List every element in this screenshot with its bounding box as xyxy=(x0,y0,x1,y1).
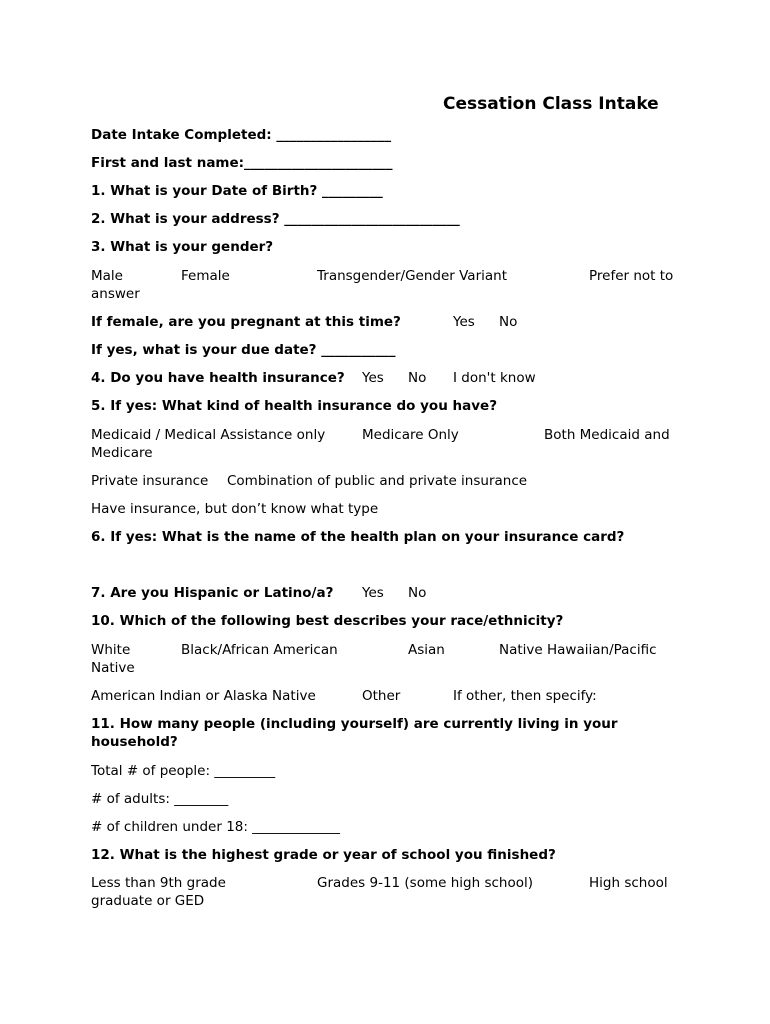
school-option-high-school: High school xyxy=(589,875,668,891)
children-field: # of children under 18: _____________ xyxy=(91,819,340,835)
insurance-no: No xyxy=(408,370,427,386)
address-question: 2. What is your address? __________________________ xyxy=(91,211,460,227)
due-date-question: If yes, what is your due date? ___________ xyxy=(91,342,396,358)
date-intake-field: Date Intake Completed: _________________ xyxy=(91,127,392,143)
hispanic-yes: Yes xyxy=(362,585,384,601)
race-option-specify: If other, then specify: xyxy=(453,688,597,704)
insurance-yes: Yes xyxy=(362,370,384,386)
total-people-field: Total # of people: _________ xyxy=(91,763,276,779)
insurance-question: 4. Do you have health insurance? xyxy=(91,370,345,386)
pregnant-yes: Yes xyxy=(453,314,475,330)
hispanic-no: No xyxy=(408,585,427,601)
insurance-option-both-cont: Medicare xyxy=(91,445,153,461)
school-option-grades-9-11: Grades 9-11 (some high school) xyxy=(317,875,533,891)
race-option-other: Other xyxy=(362,688,401,704)
school-option-high-school-cont: graduate or GED xyxy=(91,893,205,909)
race-option-aian: American Indian or Alaska Native xyxy=(91,688,316,704)
health-plan-question: 6. If yes: What is the name of the health plan on your insurance card? xyxy=(91,529,625,545)
gender-option-prefer-not: Prefer not to xyxy=(589,268,674,284)
school-option-less-than-9th: Less than 9th grade xyxy=(91,875,226,891)
race-option-white: White xyxy=(91,642,131,658)
insurance-option-medicaid: Medicaid / Medical Assistance only xyxy=(91,427,326,443)
education-question: 12. What is the highest grade or year of school you finished? xyxy=(91,847,556,863)
gender-option-transgender: Transgender/Gender Variant xyxy=(317,268,508,284)
insurance-option-medicare: Medicare Only xyxy=(362,427,459,443)
household-question: 11. How many people (including yourself) are currently living in your xyxy=(91,716,618,732)
insurance-option-combination: Combination of public and private insurance xyxy=(227,473,528,489)
race-option-black: Black/African American xyxy=(181,642,338,658)
race-question: 10. Which of the following best describes your race/ethnicity? xyxy=(91,613,564,629)
gender-option-male: Male xyxy=(91,268,123,284)
household-question-cont: household? xyxy=(91,734,178,750)
adults-field: # of adults: ________ xyxy=(91,791,229,807)
form-title: Cessation Class Intake xyxy=(443,94,659,114)
insurance-option-unknown: Have insurance, but don’t know what type xyxy=(91,501,379,517)
race-option-asian: Asian xyxy=(408,642,445,658)
pregnant-question: If female, are you pregnant at this time? xyxy=(91,314,401,330)
pregnant-no: No xyxy=(499,314,518,330)
race-option-nhpi: Native Hawaiian/Pacific xyxy=(499,642,657,658)
gender-option-prefer-not-cont: answer xyxy=(91,286,140,302)
name-field: First and last name:______________________ xyxy=(91,155,393,171)
gender-option-female: Female xyxy=(181,268,230,284)
insurance-type-question: 5. If yes: What kind of health insurance do you have? xyxy=(91,398,498,414)
dob-question: 1. What is your Date of Birth? _________ xyxy=(91,183,383,199)
insurance-option-both: Both Medicaid and xyxy=(544,427,670,443)
insurance-dont-know: I don't know xyxy=(453,370,536,386)
gender-question: 3. What is your gender? xyxy=(91,239,274,255)
insurance-option-private: Private insurance xyxy=(91,473,209,489)
hispanic-question: 7. Are you Hispanic or Latino/a? xyxy=(91,585,334,601)
race-option-nhpi-cont: Native xyxy=(91,660,135,676)
